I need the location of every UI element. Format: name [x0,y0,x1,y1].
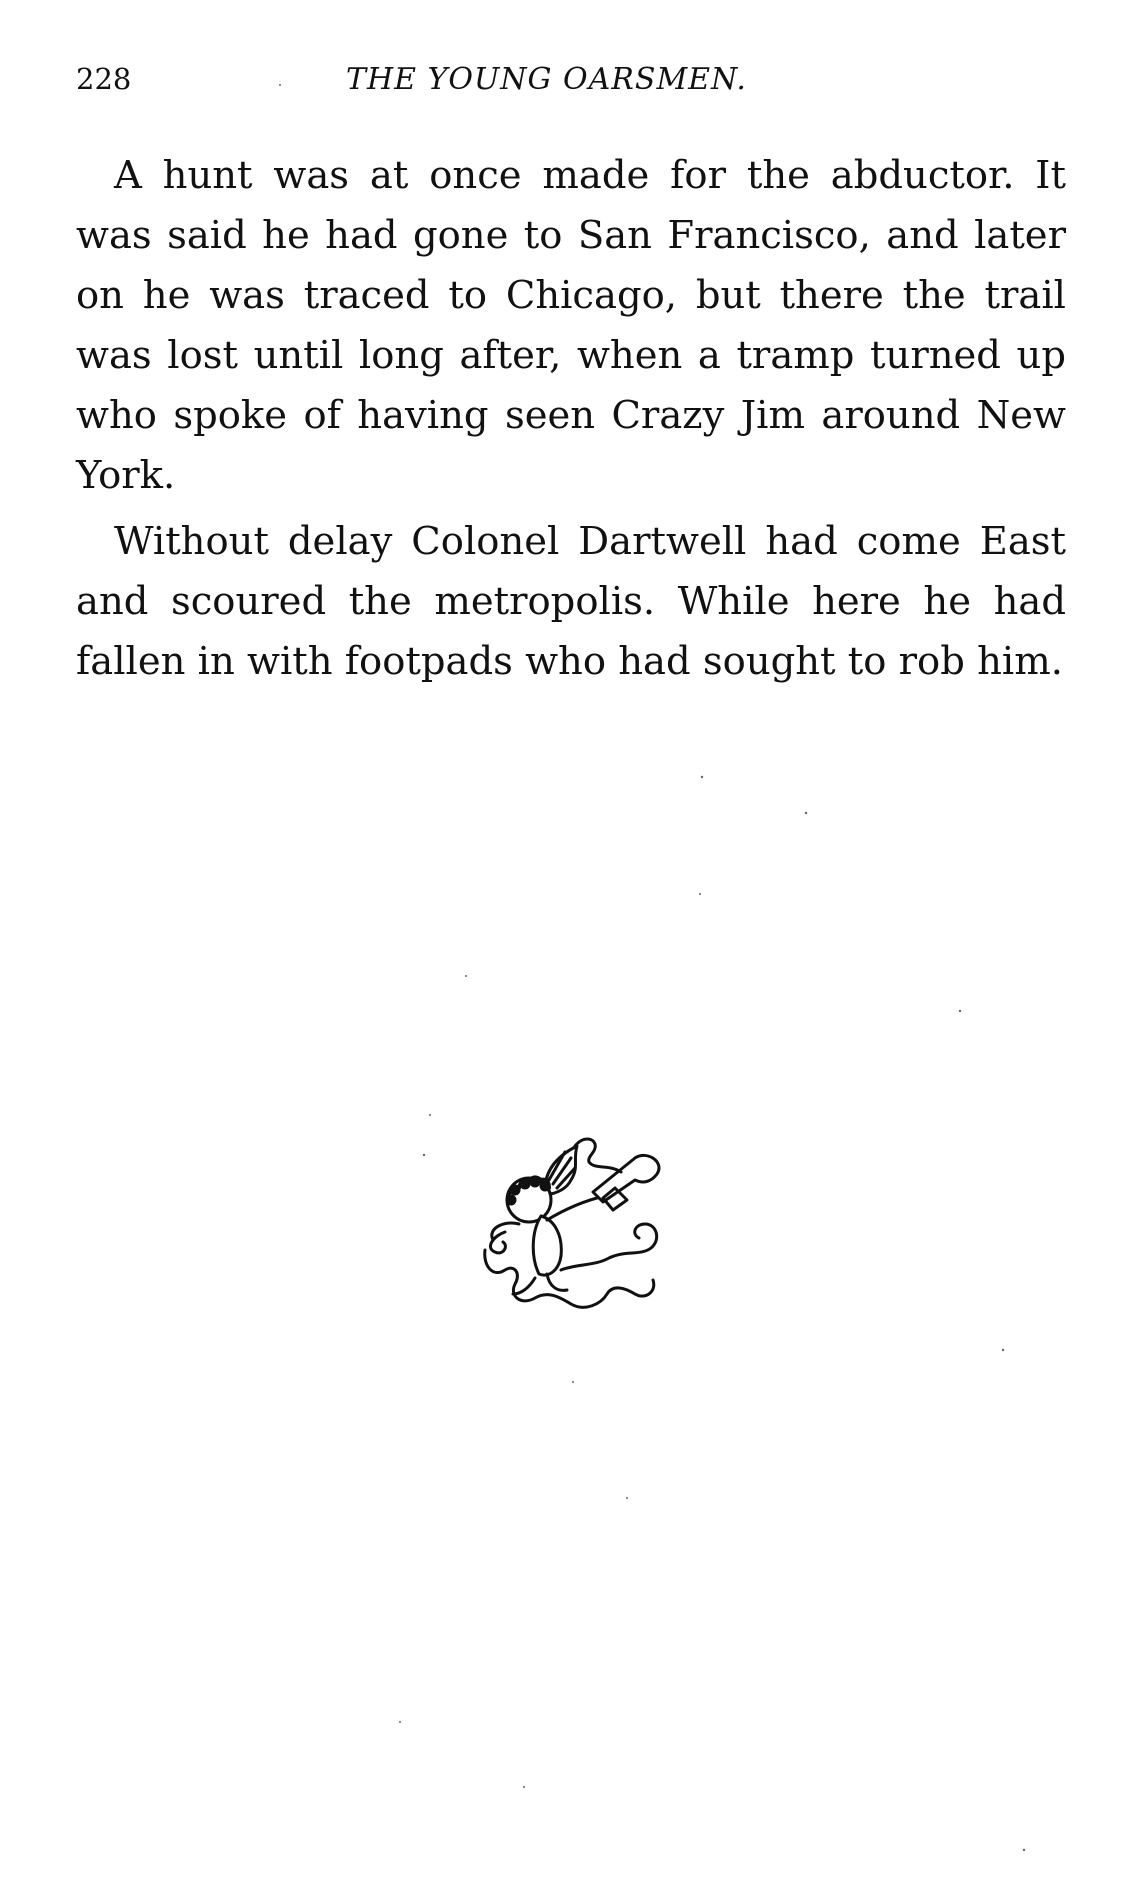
paragraph-2: Without delay Colonel Dartwell had come East and scoured the metropolis. While here he had fallen in with footpads who had sought to rob him. [76,519,1066,684]
running-title: THE YOUNG OARSMEN. [346,62,747,97]
paragraph-1: A hunt was at once made for the abductor. It was said he had gone to San Francisco, and later on he was traced to Chicago, but there the trail was lost until long after, when a tramp turned up who spoke of having seen Crazy Jim around New York. [76,153,1066,498]
page-number: 228 [76,62,132,96]
